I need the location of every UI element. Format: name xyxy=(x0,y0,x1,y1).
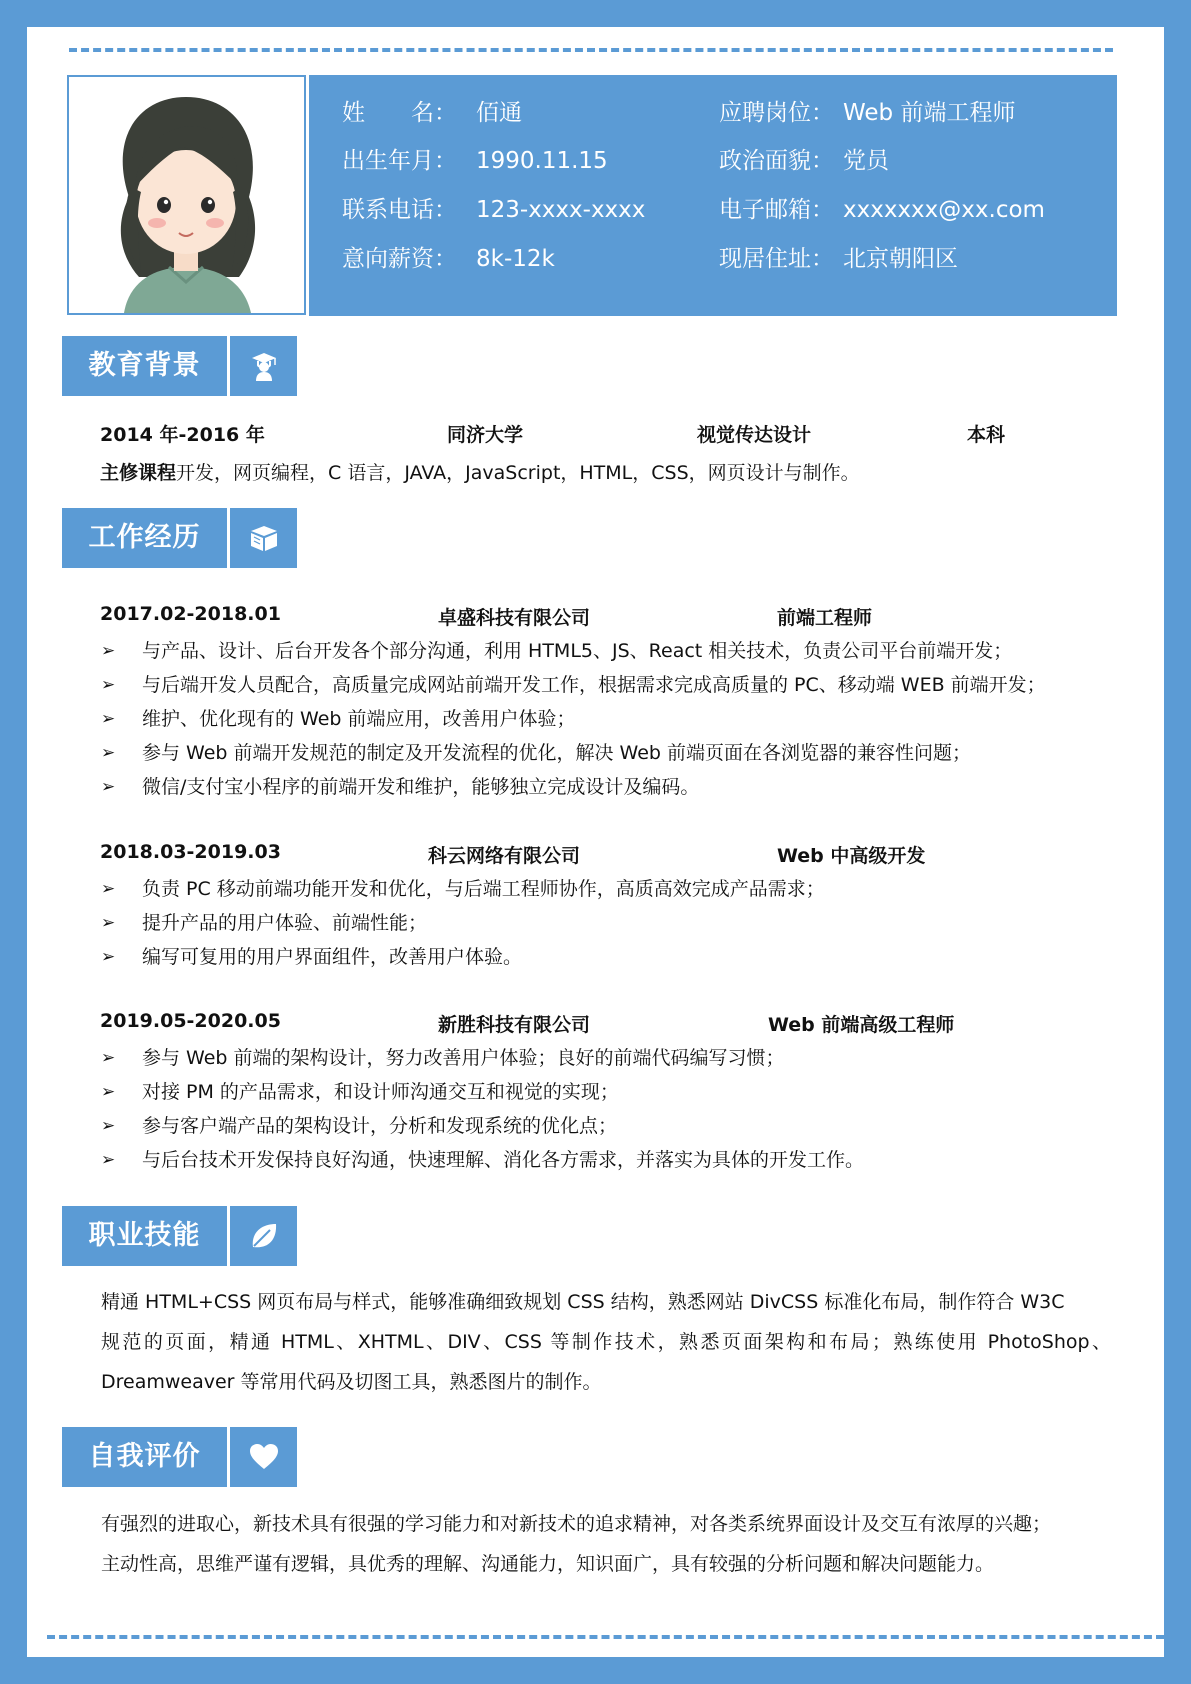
job1-role: 前端工程师 xyxy=(777,607,873,629)
skills-line-2: 规范的页面，精通 HTML、XHTML、DIV、CSS 等制作技术，熟悉页面架构和布局；熟练使用 PhotoShop、 xyxy=(101,1331,1111,1353)
salary-label: 意向薪资： xyxy=(342,246,457,272)
phone-value: 123-xxxx-xxxx xyxy=(476,197,646,223)
skills-line-1: 精通 HTML+CSS 网页布局与样式，能够准确细致规划 CSS 结构，熟悉网站 DivCSS 标准化布局，制作符合 W3C xyxy=(101,1291,1065,1313)
bottom-dashed-divider xyxy=(47,1635,1164,1639)
bullet-arrow-icon: ➢ xyxy=(101,947,116,967)
courses-label: 主修课程 xyxy=(100,462,177,484)
info-address-row xyxy=(719,239,1099,279)
self-eval-paragraph xyxy=(101,1504,1111,1584)
address-value: 北京朝阳区 xyxy=(843,246,958,272)
bullet-arrow-icon: ➢ xyxy=(101,709,116,729)
education-title: 教育背景 xyxy=(62,336,227,396)
bullet-arrow-icon: ➢ xyxy=(101,675,116,695)
bullet-arrow-icon: ➢ xyxy=(101,913,116,933)
self-eval-title: 自我评价 xyxy=(62,1427,227,1487)
info-politics-row xyxy=(719,141,1099,181)
job3-period: 2019.05-2020.05 xyxy=(100,1010,281,1032)
job1-period: 2017.02-2018.01 xyxy=(100,603,281,625)
bullet-arrow-icon: ➢ xyxy=(101,743,116,763)
graduate-icon xyxy=(230,336,297,396)
education-courses xyxy=(100,458,860,485)
work-title: 工作经历 xyxy=(62,508,227,568)
name-value: 佰通 xyxy=(476,100,522,126)
avatar-illustration xyxy=(69,77,304,313)
education-school: 同济大学 xyxy=(447,424,524,446)
skills-paragraph xyxy=(101,1282,1111,1402)
name-label: 姓 名： xyxy=(342,100,457,126)
email-value: xxxxxxx@xx.com xyxy=(843,197,1045,223)
job1-company: 卓盛科技有限公司 xyxy=(438,607,591,629)
job2-period: 2018.03-2019.03 xyxy=(100,841,281,863)
heart-icon xyxy=(230,1427,297,1487)
education-degree: 本科 xyxy=(967,424,1006,446)
job2-company: 科云网络有限公司 xyxy=(428,845,581,867)
email-label: 电子邮箱： xyxy=(719,197,834,223)
phone-label: 联系电话： xyxy=(342,197,457,223)
info-email-row xyxy=(719,190,1099,230)
self-eval-line-2: 主动性高，思维严谨有逻辑，具优秀的理解、沟通能力，知识面广，具有较强的分析问题和解决问题能力。 xyxy=(101,1553,995,1575)
profile-photo xyxy=(67,75,306,315)
self-eval-line-1: 有强烈的进取心，新技术具有很强的学习能力和对新技术的追求精神，对各类系统界面设计及交互有浓厚的兴趣； xyxy=(101,1513,1052,1535)
info-phone-row xyxy=(342,190,702,230)
leaf-icon xyxy=(230,1206,297,1266)
personal-info-panel xyxy=(309,75,1117,316)
courses-text: 开发，网页编程，C 语言，JAVA，JavaScript，HTML，CSS，网页设计与制作。 xyxy=(176,462,860,484)
info-birth-row xyxy=(342,141,702,181)
address-label: 现居住址： xyxy=(719,246,834,272)
politics-label: 政治面貌： xyxy=(719,148,834,174)
position-label: 应聘岗位： xyxy=(719,100,834,126)
skills-line-3: Dreamweaver 等常用代码及切图工具，熟悉图片的制作。 xyxy=(101,1371,602,1393)
education-major: 视觉传达设计 xyxy=(697,424,812,446)
bullet-arrow-icon: ➢ xyxy=(101,1082,116,1102)
info-salary-row xyxy=(342,239,702,279)
birth-label: 出生年月： xyxy=(342,148,457,174)
job3-company: 新胜科技有限公司 xyxy=(438,1014,591,1036)
salary-value: 8k-12k xyxy=(476,246,555,272)
politics-value: 党员 xyxy=(843,148,889,174)
bullet-arrow-icon: ➢ xyxy=(101,641,116,661)
info-name-row xyxy=(342,93,702,133)
top-dashed-divider xyxy=(69,48,1113,52)
job3-role: Web 前端高级工程师 xyxy=(768,1014,955,1036)
info-position-row xyxy=(719,93,1099,133)
education-period: 2014 年-2016 年 xyxy=(100,424,265,446)
bullet-arrow-icon: ➢ xyxy=(101,1150,116,1170)
skills-title: 职业技能 xyxy=(62,1206,227,1266)
position-value: Web 前端工程师 xyxy=(843,100,1016,126)
bullet-arrow-icon: ➢ xyxy=(101,1116,116,1136)
job2-role: Web 中高级开发 xyxy=(777,845,926,867)
bullet-arrow-icon: ➢ xyxy=(101,1048,116,1068)
resume-page: 姓 名： 佰通 应聘岗位： Web 前端工程师 出生年月： 1990.11.15 政治面貌： 党员 联系电话： 123-xxxx-xxxx 电子邮箱： xxxxxxx@xx.com 意向薪资： 8k-12k 现居住址： 北京朝阳区 教育背景 2014 年-2016 年 同济大学 视觉传达设计 本科 主修课程开发，网页编程，C 语言，JAVA，JavaScript，HTML，CSS，网页设计与制作。 工作经历 2017.02-2018.01 卓盛科技有限公司 前端工程师 ➢ 与产品、设计、后台开发各个部分沟通，利用 HTML5、JS、React 相关技术，负责公司平台前端开发； ➢ 与后端开发人员配合，高质量完成网站前端开发工作，根据需求完成高质量的 PC、移动端 WEB 前端开发； ➢ 维护、优化现有的 Web 前端应用，改善用户体验； ➢ 参与 Web 前端开发规范的制定及开发流程的优化，解决 Web 前端页面在各浏览器的兼容性问题； ➢ 微信/支付宝小程序的前端开发和维护，能够独立完成设计及编码。 2018.03-2019.03 科云网络有限公司 Web 中高级开发 ➢ 负责 PC 移动前端功能开发和优化，与后端工程师协作，高质高效完成产品需求； ➢ 提升产品的用户体验、前端性能； ➢ 编写可复用的用户界面组件，改善用户体验。 2019.05-2020.05 新胜科技有限公司 Web 前端高级工程师 ➢ 参与 Web 前端的架构设计，努力改善用户体验；良好的前端代码编写习惯； ➢ 对接 PM 的产品需求，和设计师沟通交互和视觉的实现； ➢ 参与客户端产品的架构设计，分析和发现系统的优化点； ➢ 与后台技术开发保持良好沟通，快速理解、消化各方需求，并落实为具体的开发工作。 职业技能 精通 HTML+CSS 网页布局与样式，能够准确细致规划 CSS 结构，熟悉网站 DivCSS 标准化布局，制作符合 W3C 规范的页面，精通 HTML、XHTML、DIV、CSS 等制作技术，熟悉页面架构和布局；熟练使用 PhotoShop、 Dreamweaver 等常用代码及切图工具，熟悉图片的制作。 自我评价 有强烈的进取心，新技术具有很强的学习能力和对新技术的追求精神，对各类系统界面设计及交互有浓厚的兴趣； 主动性高，思维严谨有逻辑，具优秀的理解、沟通能力，知识面广，具有较强的分析问题和解决问题能力。 xyxy=(27,27,1164,1657)
bullet-arrow-icon: ➢ xyxy=(101,777,116,797)
birth-value: 1990.11.15 xyxy=(476,148,608,174)
book-icon xyxy=(230,508,297,568)
bullet-arrow-icon: ➢ xyxy=(101,879,116,899)
